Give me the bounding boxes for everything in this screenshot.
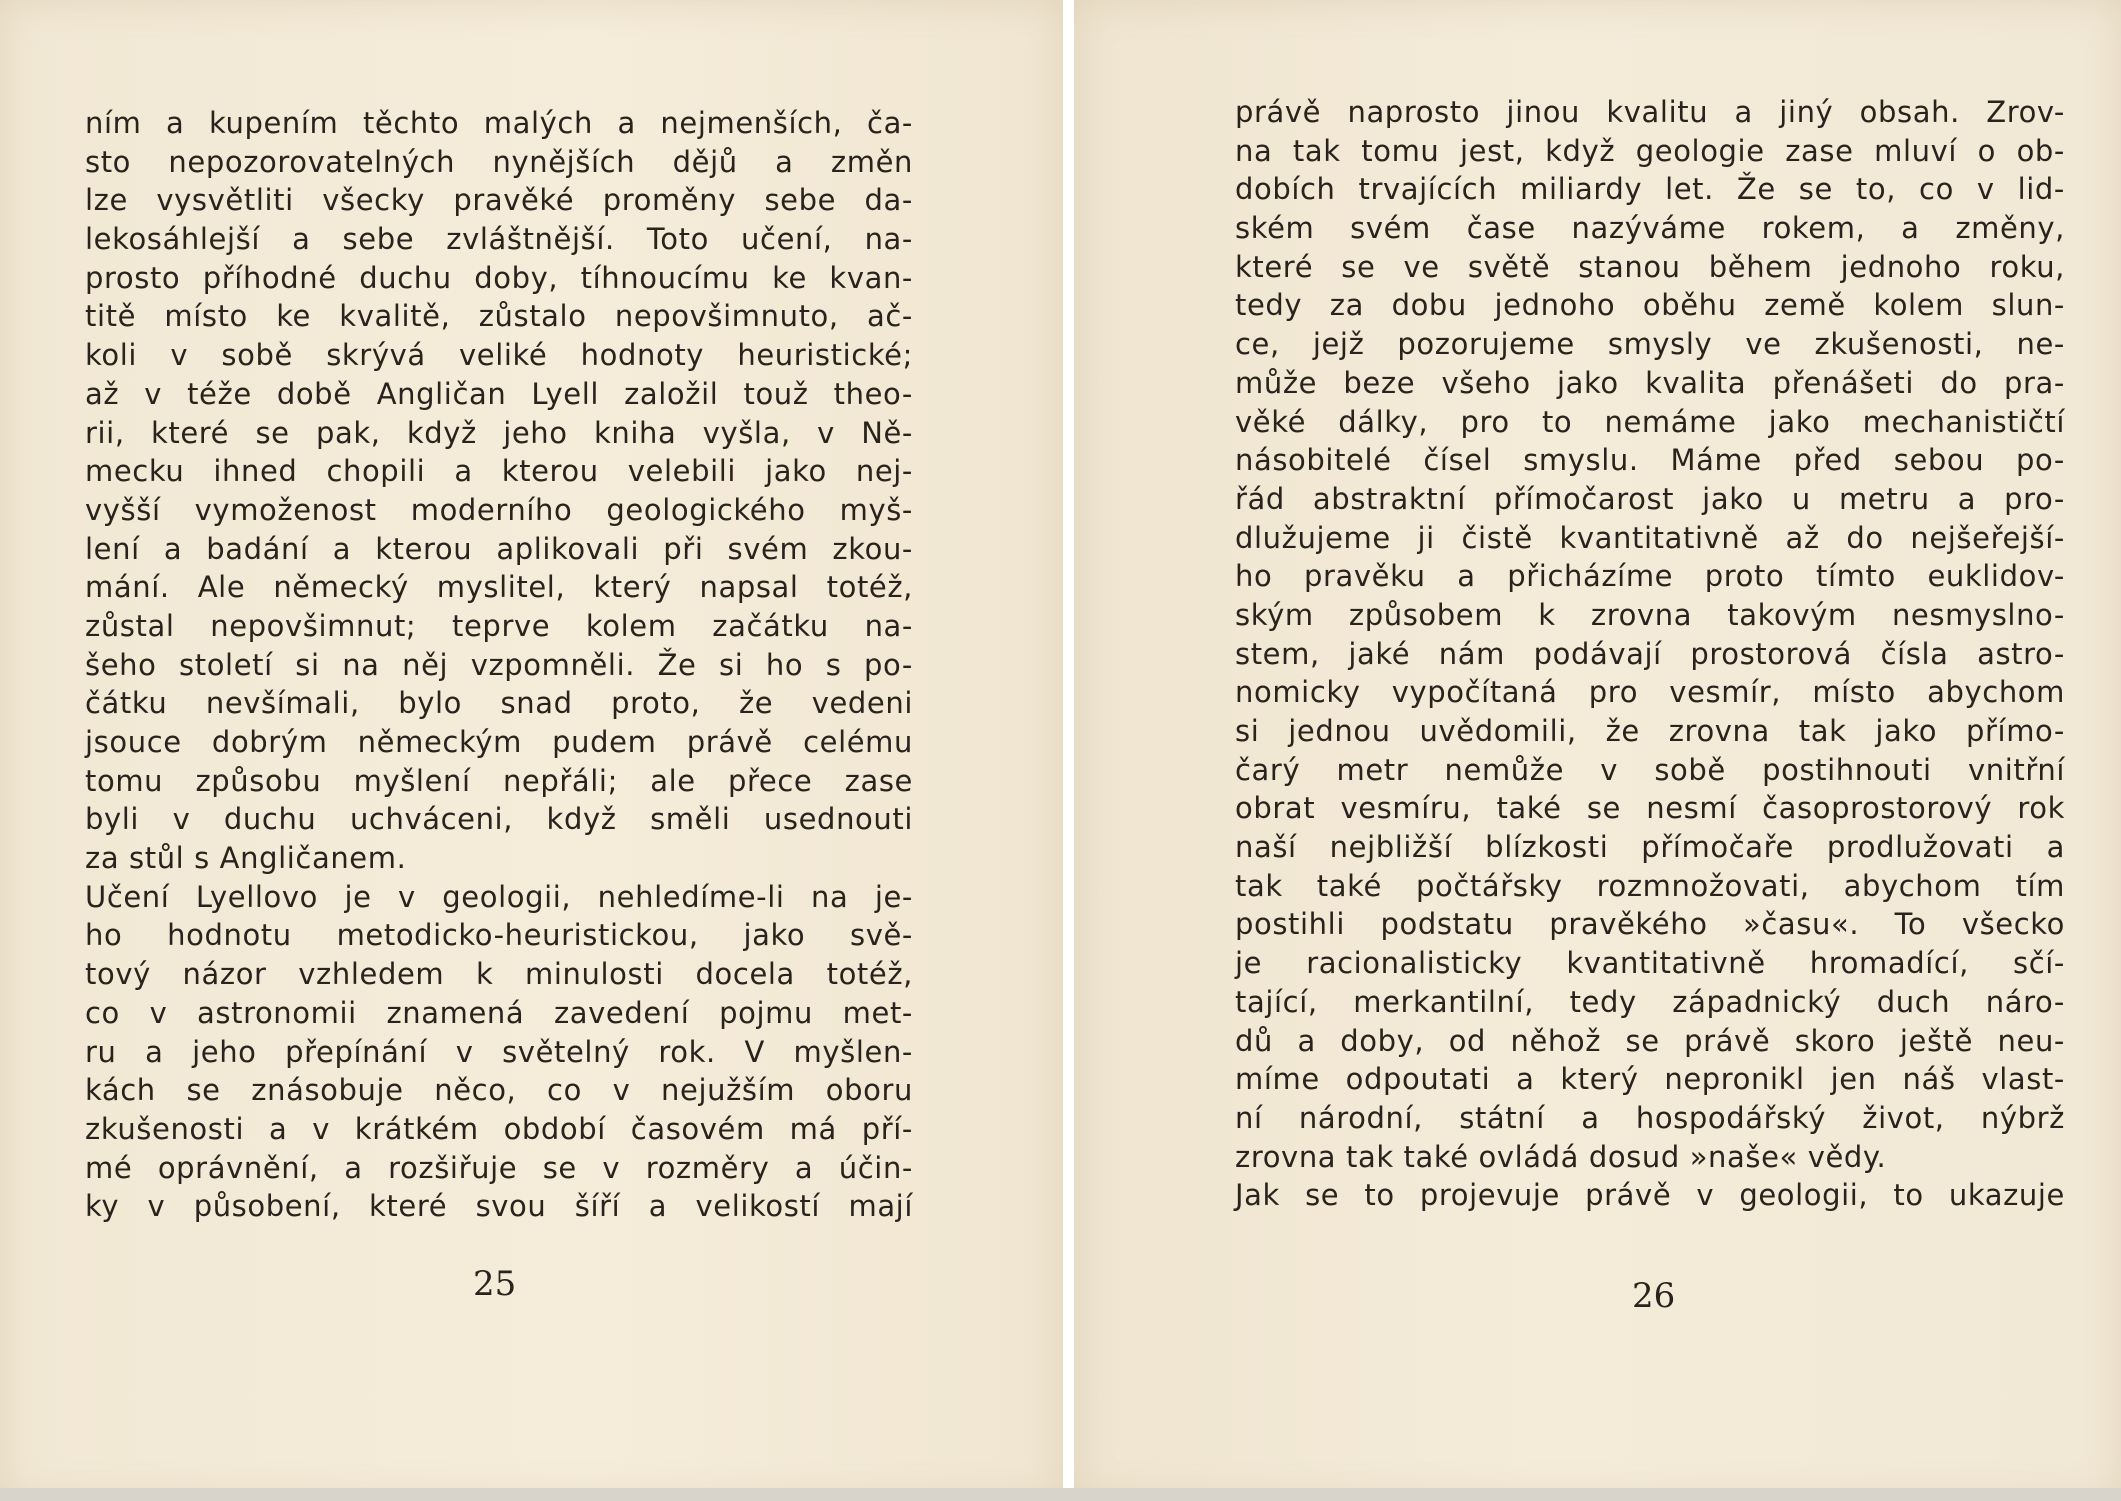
text-line: lení a badání a kterou aplikovali při svém zkou-: [85, 531, 913, 566]
text-line: míme odpoutati a který nepronikl jen náš vlast-: [1235, 1062, 2065, 1097]
text-line: zůstal nepovšimnut; teprve kolem začátku na-: [85, 608, 913, 643]
page-number-left: 25: [473, 1264, 517, 1304]
text-line: dobích trvajících miliardy let. Že se to, co v lid-: [1235, 172, 2065, 207]
text-line: tomu způsobu myšlení nepřáli; ale přece zase: [85, 763, 913, 798]
text-line: koli v sobě skrývá veliké hodnoty heuristické;: [85, 338, 913, 373]
text-line: lze vysvětliti všecky pravěké proměny sebe da-: [85, 183, 913, 218]
text-line: ky v působení, které svou šíří a velikostí mají: [85, 1189, 913, 1224]
text-line: za stůl s Angličanem.: [85, 841, 407, 876]
book-gutter: [1063, 0, 1074, 1501]
text-line: ru a jeho přepínání v světelný rok. V myšlen-: [85, 1034, 913, 1069]
text-line: ce, jejž pozorujeme smysly ve zkušenosti, ne-: [1235, 327, 2065, 362]
text-line: obrat vesmíru, také se nesmí časoprostorový rok: [1235, 791, 2065, 826]
text-line: Jak se to projevuje právě v geologii, to ukazuje: [1235, 1178, 2065, 1213]
text-line: postihli podstatu pravěkého »času«. To všecko: [1235, 907, 2065, 942]
text-line: čátku nevšímali, bylo snad proto, že vedeni: [85, 686, 913, 721]
text-line: až v téže době Angličan Lyell založil touž theo-: [85, 376, 913, 411]
text-line: ní národní, státní a hospodářský život, nýbrž: [1235, 1100, 2065, 1135]
text-line: ském svém čase nazýváme rokem, a změny,: [1235, 211, 2065, 246]
text-line: si jednou uvědomili, že zrovna tak jako přímo-: [1235, 714, 2065, 748]
text-line: ním a kupením těchto malých a nejmenších, ča-: [85, 106, 913, 140]
text-line: je racionalisticky kvantitativně hromadící, sčí-: [1235, 946, 2065, 981]
text-line: mání. Ale německý myslitel, který napsal totéž,: [85, 570, 913, 605]
text-line: prosto příhodné duchu doby, tíhnoucímu ke kvan-: [85, 260, 913, 295]
text-line: naší nejbližší blízkosti přímočaře prodlužovati a: [1235, 830, 2065, 865]
text-line: Učení Lyellovo je v geologii, nehledíme-li na je-: [85, 879, 913, 914]
text-line: ho hodnotu metodicko-heuristickou, jako svě-: [85, 918, 913, 953]
text-line: mé oprávnění, a rozšiřuje se v rozměry a účin-: [85, 1150, 913, 1185]
text-line: může beze všeho jako kvalita přenášeti do pra-: [1235, 365, 2065, 400]
text-line: stem, jaké nám podávají prostorová čísla astro-: [1235, 636, 2065, 671]
text-line: dlužujeme ji čistě kvantitativně až do nejšeřejší-: [1235, 520, 2065, 555]
text-line: tak také počtářsky rozmnožovati, abychom tím: [1235, 868, 2065, 903]
text-line: vyšší vymoženost moderního geologického myš-: [85, 492, 913, 527]
text-line: sto nepozorovatelných nynějších dějů a změn: [85, 144, 913, 179]
text-line: tový názor vzhledem k minulosti docela totéž,: [85, 957, 913, 992]
text-line: co v astronomii znamená zavedení pojmu met-: [85, 995, 913, 1030]
text-line: ským způsobem k zrovna takovým nesmyslno-: [1235, 597, 2065, 632]
text-line: tedy za dobu jednoho oběhu země kolem slun-: [1235, 288, 2065, 323]
text-line: nomicky vypočítaná pro vesmír, místo abychom: [1235, 675, 2065, 710]
text-line: které se ve světě stanou během jednoho roku,: [1235, 249, 2065, 284]
left-page-body-text: [85, 104, 913, 1226]
text-line: ho pravěku a přicházíme proto tímto euklidov-: [1235, 559, 2065, 594]
text-line: čarý metr nemůže v sobě postihnouti vnitřní: [1235, 752, 2065, 787]
right-page-body-text: [1235, 93, 2065, 1215]
text-line: jsouce dobrým německým pudem právě celému: [85, 725, 913, 759]
text-line: zkušenosti a v krátkém období časovém má pří-: [85, 1111, 913, 1146]
text-line: na tak tomu jest, když geologie zase mluví o ob-: [1235, 133, 2065, 168]
text-line: řád abstraktní přímočarost jako u metru a pro-: [1235, 481, 2065, 516]
text-line: titě místo ke kvalitě, zůstalo nepovšimnuto, ač-: [85, 299, 913, 334]
text-line: tající, merkantilní, tedy západnický duch náro-: [1235, 984, 2065, 1019]
text-line: lekosáhlejší a sebe zvláštnější. Toto učení, na-: [85, 222, 913, 257]
text-line: šeho století si na něj vzpomněli. Že si ho s po-: [85, 647, 913, 682]
text-line: věké dálky, pro to nemáme jako mechanističtí: [1235, 404, 2065, 439]
scan-bottom-edge: [0, 1488, 2121, 1501]
text-line: zrovna tak také ovládá dosud »naše« vědy.: [1235, 1139, 1887, 1174]
text-line: kách se znásobuje něco, co v nejužším oboru: [85, 1073, 913, 1108]
text-line: byli v duchu uchváceni, když směli usednouti: [85, 802, 913, 837]
text-line: násobitelé čísel smyslu. Máme před sebou po-: [1235, 443, 2065, 478]
page-number-right: 26: [1632, 1276, 1676, 1316]
text-line: právě naprosto jinou kvalitu a jiný obsah. Zrov-: [1235, 95, 2065, 129]
text-line: mecku ihned chopili a kterou velebili jako nej-: [85, 454, 913, 489]
text-line: rii, které se pak, když jeho kniha vyšla, v Ně-: [85, 415, 913, 450]
text-line: dů a doby, od něhož se právě skoro ještě neu-: [1235, 1023, 2065, 1058]
